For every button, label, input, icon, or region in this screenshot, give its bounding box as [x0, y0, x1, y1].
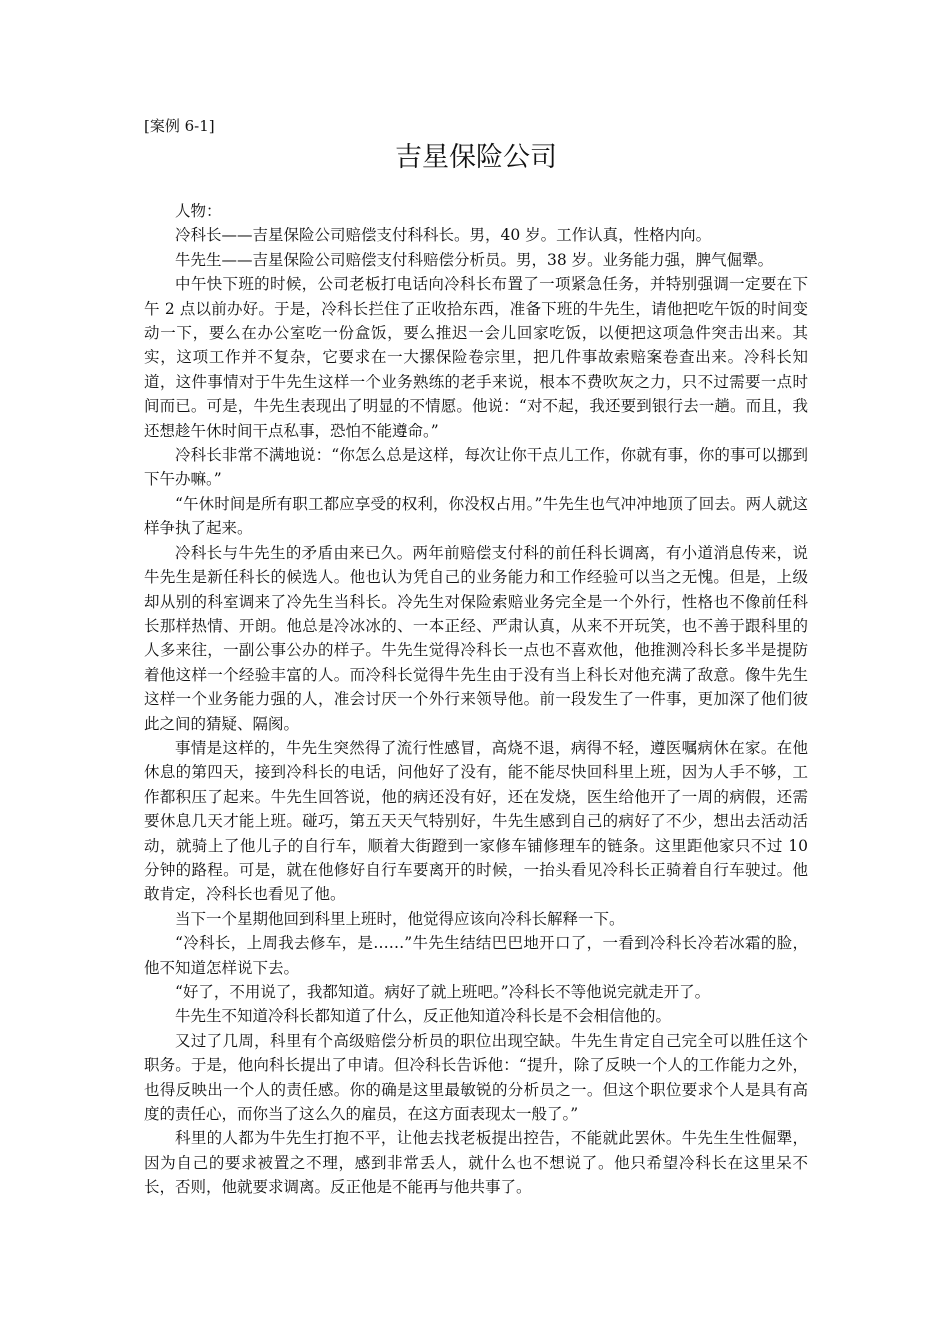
paragraph: 冷科长与牛先生的矛盾由来已久。两年前赔偿支付科的前任科长调离，有小道消息传来，说牛先生是新任科长的候选人。他也认为凭自己的业务能力和工作经验可以当之无愧。但是，上级却从别的科室调来了冷先生当科长。冷先生对保险索赔业务完全是一个外行，性格也不像前任科长那样热情、开朗。他总是冷冰冰的、一本正经、严肃认真，从来不开玩笑，也不善于跟科里的人多来往，一副公事公办的样子。牛先生觉得冷科长一点也不喜欢他，他推测冷科长多半是提防着他这样一个经验丰富的人。而冷科长觉得牛先生由于没有当上科长对他充满了敌意。像牛先生这样一个业务能力强的人，准会讨厌一个外行来领导他。前一段发生了一件事，更加深了他们彼此之间的猜疑、隔阂。: [144, 543, 808, 733]
paragraph-character-leng: 冷科长——吉星保险公司赔偿支付科科长。男，40 岁。工作认真，性格内向。: [175, 226, 712, 245]
paragraph-character-niu: 牛先生——吉星保险公司赔偿支付科赔偿分析员。男，38 岁。业务能力强，脾气倔犟。: [175, 250, 774, 269]
case-label: [案例 6-1]: [144, 117, 215, 135]
paragraph: 当下一个星期他回到科里上班时，他觉得应该向冷科长解释一下。: [175, 909, 625, 928]
paragraph-characters-heading: 人物：: [175, 202, 222, 220]
paragraph: 事情是这样的，牛先生突然得了流行性感冒，高烧不退，病得不轻，遵医嘱病休在家。在他休息的第四天，接到冷科长的电话，问他好了没有，能不能尽快回科里上班，因为人手不够，工作都积压了起来。牛先生回答说，他的病还没有好，还在发烧，医生给他开了一周的病假，还需要休息几天才能上班。碰巧，第五天天气特别好，牛先生感到自己的病好了不少，想出去活动活动，就骑上了他儿子的自行车，顺着大街蹬到一家修车铺修理车的链条。这里距他家只不过 10 分钟的路程。可是，就在他修好自行车要离开的时候，一抬头看见冷科长正骑着自行车驶过。他敢肯定，冷科长也看见了他。: [144, 738, 808, 904]
paragraph: “冷科长，上周我去修车，是……”牛先生结结巴巴地开口了，一看到冷科长冷若冰霜的脸，他不知道怎样说下去。: [144, 934, 808, 977]
paragraph: 冷科长非常不满地说：“你怎么总是这样，每次让你干点儿工作，你就有事，你的事可以挪到下午办嘛。”: [144, 446, 808, 489]
paragraph: “好了，不用说了，我都知道。病好了就上班吧。”冷科长不等他说完就走开了。: [175, 983, 711, 1001]
page-title: 吉星保险公司: [395, 142, 557, 173]
document-body: [144, 199, 808, 1200]
paragraph: 科里的人都为牛先生打抱不平，让他去找老板提出控告，不能就此罢休。牛先生生性倔犟，因为自己的要求被置之不理，感到非常丢人，就什么也不想说了。他只希望冷科长在这里呆不长，否则，他就要求调离。反正他是不能再与他共事了。: [144, 1129, 808, 1197]
paragraph: 又过了几周，科里有个高级赔偿分析员的职位出现空缺。牛先生肯定自己完全可以胜任这个职务。于是，他向科长提出了申请。但冷科长告诉他：“提升，除了反映一个人的工作能力之外，也得反映出一个人的责任感。你的确是这里最敏锐的分析员之一。但这个职位要求个人是具有高度的责任心，而你当了这么久的雇员，在这方面表现太一般了。”: [144, 1031, 808, 1124]
document-page: [144, 116, 808, 1200]
paragraph: “午休时间是所有职工都应享受的权利，你没权占用。”牛先生也气冲冲地顶了回去。两人就这样争执了起来。: [144, 494, 808, 538]
paragraph: 中午快下班的时候，公司老板打电话向冷科长布置了一项紧急任务，并特别强调一定要在下午 2 点以前办好。于是，冷科长拦住了正收拾东西，准备下班的牛先生，请他把吃午饭的时间变动一下，要么在办公室吃一份盒饭，要么推迟一会儿回家吃饭，以便把这项急件突击出来。其实，这项工作并不复杂，它要求在一大摞保险卷宗里，把几件事故索赔案卷查出来。冷科长知道，这件事情对于牛先生这样一个业务熟练的老手来说，根本不费吹灰之力，只不过需要一点时间而已。可是，牛先生表现出了明显的不情愿。他说：“对不起，我还要到银行去一趟。而且，我还想趁午休时间干点私事，恐怕不能遵命。”: [144, 275, 808, 440]
paragraph: 牛先生不知道冷科长都知道了什么，反正他知道冷科长是不会相信他的。: [175, 1007, 672, 1026]
